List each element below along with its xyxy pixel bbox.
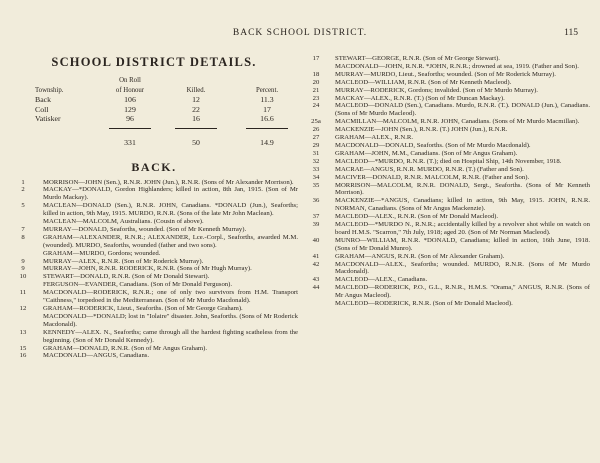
entry-text: MACLEAN—DONALD (Sen.), R.N.R. JOHN, Canadians. *DONALD (Jun.), Seaforths; killed in action, 9th May, 1915. MURDO, R.N.R. (Sons of the late Mr John Maclean).: [43, 202, 298, 218]
entry-number: 41: [312, 252, 320, 260]
col-on-roll: [105, 76, 155, 95]
entry-text: MURRAY—RODERICK, Gordons; invalided. (Son of Mr Murdo Murray).: [335, 86, 538, 94]
roll-entry: [305, 253, 590, 261]
entry-text: GRAHAM—MURDO, Gordons; wounded.: [43, 249, 161, 257]
left-column: [10, 52, 298, 360]
page-number: 115: [564, 28, 578, 38]
roll-entry: [10, 289, 298, 305]
running-title: BACK SCHOOL DISTRICT.: [232, 28, 368, 38]
roll-entry: [305, 55, 590, 63]
col-killed: Killed.: [186, 86, 206, 94]
entry-number: 1: [21, 178, 25, 186]
roll-entry: [10, 202, 298, 218]
entry-text: MACDONALD—ALEX., Seaforths; wounded. MURDO, R.N.R. (Sons of Mr Murdo Macdonald).: [335, 260, 590, 276]
entry-number: 43: [312, 276, 320, 284]
roll-entry: [305, 300, 590, 308]
entry-number: 21: [312, 86, 320, 94]
entry-text: GRAHAM—RODERICK, Lieut., Seaforths. (Son of Mr George Graham).: [43, 305, 243, 312]
roll-entry: [10, 265, 298, 273]
entry-text: MACDONALD—ANGUS, Canadians.: [43, 352, 150, 360]
roll-entry: [10, 186, 298, 202]
entry-text: MACKAY—*DONALD, Gordon Highlanders; killed in action, 8th Jan, 1915. (Son of Mr Murdo Mackay).: [43, 186, 298, 202]
killed-cell: 12: [192, 95, 200, 104]
roll-entry: [10, 281, 298, 289]
school-district-table: [35, 76, 297, 148]
entry-text: MACLEOD—ALEX., Canadians.: [335, 276, 428, 284]
entry-text: MACKAY—ALEX., R.N.R. (T.) (Son of Mr Duncan Mackay).: [335, 94, 505, 102]
entry-number: 9: [21, 265, 25, 273]
entry-text: MACLEAN—MALCOLM, Australians. (Cousin of above).: [43, 218, 204, 226]
page-header: [0, 28, 600, 42]
entry-number: 2: [21, 186, 25, 194]
entry-number: 18: [312, 70, 320, 78]
entry-text: MACLEOD—WILLIAM, R.N.R. (Son of Mr Kenneth Macleod).: [335, 78, 512, 86]
entry-text: MUNRO—WILLIAM, R.N.R. *DONALD, Canadians; killed in action, 16th June, 1918. (Sons of Mr Donald Munro).: [335, 236, 590, 252]
killed-cell: 22: [192, 104, 200, 114]
entry-number: 37: [312, 213, 320, 221]
on-roll-cell: 129: [124, 104, 136, 114]
roll-entry: [10, 329, 298, 345]
col-on-roll-line1: On Roll: [119, 77, 141, 84]
roll-entry: [305, 95, 590, 103]
col-township: Township.: [35, 86, 64, 94]
township-cell: Vatisker: [35, 114, 61, 123]
table-header-row: [35, 76, 297, 95]
entry-number: 17: [312, 55, 320, 62]
entry-number: 5: [21, 202, 25, 210]
entry-number: 44: [312, 284, 320, 292]
percent-cell: 17: [263, 104, 271, 114]
total-percent: 14.9: [260, 138, 274, 147]
entry-text: STEWART—GEORGE, R.N.R. (Son of Mr George Stewart).: [335, 55, 500, 62]
entry-text: MACLEOD—DONALD (Sen.), Canadians. Murdo, R.N.R. (T.). DONALD (Jun.), Canadians. (Sons of Mr Murdo Macleod).: [335, 102, 590, 118]
entry-text: GRAHAM—JOHN, M.M., Canadians. (Son of Mr Angus Graham).: [335, 149, 518, 157]
roll-entry: [305, 166, 590, 174]
entry-text: GRAHAM—DONALD, R.N.R. (Son of Mr Angus Graham).: [43, 344, 208, 352]
entry-number: 20: [312, 78, 320, 86]
entry-number: 39: [312, 221, 320, 229]
roll-entry: [10, 345, 298, 353]
entry-text: MACDONALD—DONALD, Seaforths. (Son of Mr Murdo Macdonald).: [335, 141, 531, 149]
entry-number: 27: [312, 134, 320, 142]
col-on-roll-line2: of Honour: [115, 86, 145, 94]
entry-text: KENNEDY—ALEX. N., Seaforths; came through all the hardest fighting scatheless from the beginning. (Son of Mr Donald Kennedy).: [43, 328, 298, 344]
entry-number: 12: [19, 305, 27, 312]
roll-entry: [305, 102, 590, 118]
roll-entry: [10, 179, 298, 187]
roll-entry: [305, 126, 590, 134]
entry-number: 35: [312, 181, 320, 189]
section-title-back: BACK.: [131, 159, 177, 174]
entry-number: 31: [312, 149, 320, 157]
entry-text: MACRAE—ANGUS, R.N.R. MURDO, R.N.R. (T.) (Father and Son).: [335, 165, 524, 173]
entry-number: 8: [21, 233, 25, 241]
roll-entry: [305, 79, 590, 87]
roll-entry: [10, 352, 298, 360]
roll-entry: [10, 234, 298, 250]
entry-text: MACDONALD—*DONALD; lost in "Iolaire" disaster. John, Seaforths. (Sons of Mr Roderick Macdonald).: [43, 312, 298, 328]
entry-text: MORRISON—JOHN (Sen.), R.N.R. JOHN (Jun.), R.N.R. (Sons of Mr Alexander Morrison).: [43, 178, 294, 186]
township-cell: Back: [35, 95, 52, 104]
roll-entry: [305, 276, 590, 284]
roll-entry: [305, 118, 590, 126]
entry-number: 7: [21, 225, 25, 233]
roll-entry: [305, 87, 590, 95]
entry-number: 26: [312, 126, 320, 134]
entry-text: MACLEOD—RODERICK, R.N.R. (Son of Mr Donald Macleod).: [335, 300, 513, 308]
roll-entry: [305, 261, 590, 277]
roll-entry: [305, 213, 590, 221]
entry-number: 23: [312, 94, 320, 102]
entry-number: 32: [312, 157, 320, 165]
entry-number: 9: [21, 257, 25, 265]
entry-text: MACDONALD—RODERICK, R.N.R.; one of only two survivors from H.M. Transport "Caithness," torpedoed in the Mediterranean. (Son of Mr Murdo Macdonald).: [43, 289, 298, 305]
entry-number: 11: [19, 289, 27, 297]
roll-entry: [305, 182, 590, 198]
roll-entry: [305, 142, 590, 150]
roll-entry: [305, 237, 590, 253]
roll-entry: [305, 284, 590, 300]
sum-rule: [109, 128, 151, 129]
entry-text: MORRISON—MALCOLM, R.N.R. DONALD, Sergt., Seaforths. (Sons of Mr Kenneth Morrison).: [335, 181, 590, 197]
entry-text: MACKENZIE—JOHN (Sen.), R.N.R. (T.) JOHN (Jun.), R.N.R.: [335, 126, 508, 134]
entry-number: 15: [19, 344, 27, 352]
percent-cell: 11.3: [260, 95, 274, 104]
table-total-row: [35, 133, 297, 148]
table-row: [35, 105, 297, 115]
entry-text: MACLEOD—ALEX., R.N.R. (Son of Mr Donald Macleod).: [335, 213, 499, 221]
entry-text: MACMILLAN—MALCOLM, R.N.R. JOHN, Canadians. (Sons of Mr Murdo Macmillan).: [335, 118, 580, 126]
sum-rule: [175, 128, 217, 129]
roll-entry: [10, 250, 298, 258]
entry-text: MURRAY—ALEX., R.N.R. (Son of Mr Roderick Murray).: [43, 257, 204, 265]
entry-text: FERGUSON—EVANDER, Canadians. (Son of Mr Donald Ferguson).: [43, 281, 233, 289]
roll-list-left: [10, 179, 298, 361]
entry-text: MACKENZIE—*ANGUS, Canadians; killed in action, 9th May, 1915. JOHN, R.N.R. NORMAN, Canadians. (Sons of Mr Angus Mackenzie).: [335, 197, 590, 213]
entry-text: MACLEOD—*MURDO N., R.N.R.; accidentally killed by a revolver shot while on watch on board H.M.S. "Scarron," 7th July, 1918; aged 20. (Son of Mr Norman Macleod).: [335, 221, 590, 236]
entry-number: 36: [312, 197, 320, 205]
entry-text: MACLEOD—RODERICK, P.O., G.L., R.N.R., H.M.S. "Orama," ANGUS, R.N.R. (Sons of Mr Angus Macleod).: [335, 284, 590, 300]
roll-entry: [10, 226, 298, 234]
roll-entry: [305, 158, 590, 166]
total-on-roll: 331: [124, 138, 136, 147]
table-row: [35, 114, 297, 124]
table-rule-row: [35, 124, 297, 134]
entry-text: MURRAY—MURDO, Lieut., Seaforths; wounded. (Son of Mr Roderick Murray).: [335, 70, 556, 78]
roll-entry: [305, 134, 590, 142]
roll-entry: [305, 197, 590, 213]
entry-text: GRAHAM—ANGUS, R.N.R. (Son of Mr Alexander Graham).: [335, 252, 505, 260]
school-district-title: SCHOOL DISTRICT DETAILS.: [51, 55, 257, 69]
township-cell: Coll: [35, 104, 49, 114]
percent-cell: 16.6: [260, 114, 274, 123]
on-roll-cell: 106: [124, 95, 136, 104]
entry-text: GRAHAM—ALEX., R.N.R.: [335, 134, 414, 142]
table-row: [35, 95, 297, 105]
roll-entry: [10, 313, 298, 329]
entry-text: STEWART—DONALD, R.N.R. (Son of Mr Donald Stewart).: [43, 273, 210, 281]
roll-entry: [305, 150, 590, 158]
entry-number: 33: [312, 165, 320, 173]
roll-entry: [305, 174, 590, 182]
killed-cell: 16: [192, 114, 200, 123]
entry-text: GRAHAM—ALEXANDER, R.N.R.; ALEXANDER, Lce.-Corpl., Seaforths, awarded M.M. (wounded). MURDO, Seaforths, wounded (father and two sons).: [43, 233, 298, 249]
entry-number: 29: [312, 141, 320, 149]
entry-text: MURRAY—JOHN, R.N.R. RODERICK, R.N.R. (Sons of Mr Hugh Murray).: [43, 265, 252, 273]
entry-number: 24: [312, 102, 320, 110]
entry-number: 10: [19, 273, 27, 281]
roll-entry: [10, 305, 298, 313]
roll-list-right: [305, 55, 590, 308]
total-killed: 50: [192, 138, 200, 147]
roll-entry: [305, 221, 590, 237]
entry-number: 25a: [311, 118, 321, 126]
entry-number: 13: [19, 328, 27, 336]
entry-text: MACDONALD—JOHN, R.N.R. *JOHN, R.N.R.; drowned at sea, 1919. (Father and Son).: [335, 62, 579, 70]
entry-text: MACIVER—DONALD, R.N.R. MALCOLM, R.N.R. (Father and Son).: [335, 173, 530, 181]
roll-entry: [10, 273, 298, 281]
roll-entry: [10, 258, 298, 266]
entry-number: 16: [19, 352, 27, 360]
right-column: [305, 55, 590, 308]
entry-text: MURRAY—DONALD, Seaforths, wounded. (Son of Mr Kenneth Murray).: [43, 225, 247, 233]
entry-number: 42: [312, 260, 320, 268]
on-roll-cell: 96: [126, 114, 134, 123]
entry-number: 40: [312, 236, 320, 244]
col-percent: Percent.: [255, 86, 279, 94]
entry-text: MACLEOD—*MURDO, R.N.R. (T.); died on Hospital Ship, 14th November, 1918.: [335, 157, 562, 165]
roll-entry: [10, 218, 298, 226]
roll-entry: [305, 71, 590, 79]
sum-rule: [246, 128, 288, 129]
roll-entry: [305, 63, 590, 71]
entry-number: 34: [312, 173, 320, 181]
